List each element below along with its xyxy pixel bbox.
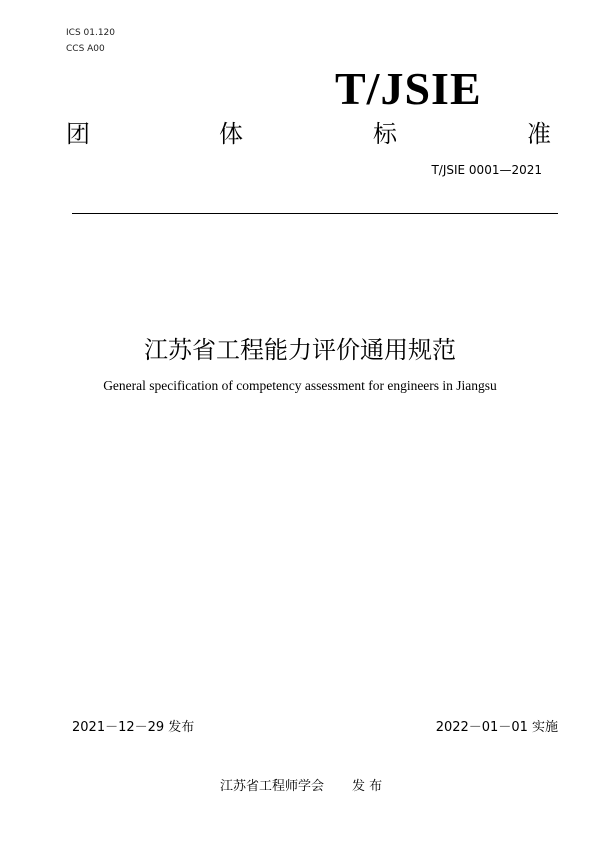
header-divider bbox=[72, 213, 558, 214]
standard-type-char-4: 准 bbox=[527, 120, 551, 148]
issue-date: 2021－12－29 发布 bbox=[72, 720, 195, 735]
ccs-code: CCS A00 bbox=[66, 44, 105, 54]
publisher-action: 发 布 bbox=[352, 779, 383, 794]
publisher-name: 江苏省工程师学会 bbox=[220, 779, 325, 794]
standard-type-char-1: 团 bbox=[66, 120, 90, 148]
ics-code: ICS 01.120 bbox=[66, 28, 116, 38]
title-chinese: 江苏省工程能力评价通用规范 bbox=[144, 336, 456, 364]
publisher bbox=[220, 775, 382, 794]
standard-code: T/JSIE 0001—2021 bbox=[431, 163, 542, 177]
effective-date: 2022－01－01 实施 bbox=[435, 720, 558, 735]
title-english: General specification of competency assessment for engineers in Jiangsu bbox=[103, 378, 497, 393]
standard-logo: T/JSIE bbox=[335, 63, 482, 114]
standard-type-char-2: 体 bbox=[219, 120, 243, 148]
standard-type-char-3: 标 bbox=[373, 120, 397, 148]
